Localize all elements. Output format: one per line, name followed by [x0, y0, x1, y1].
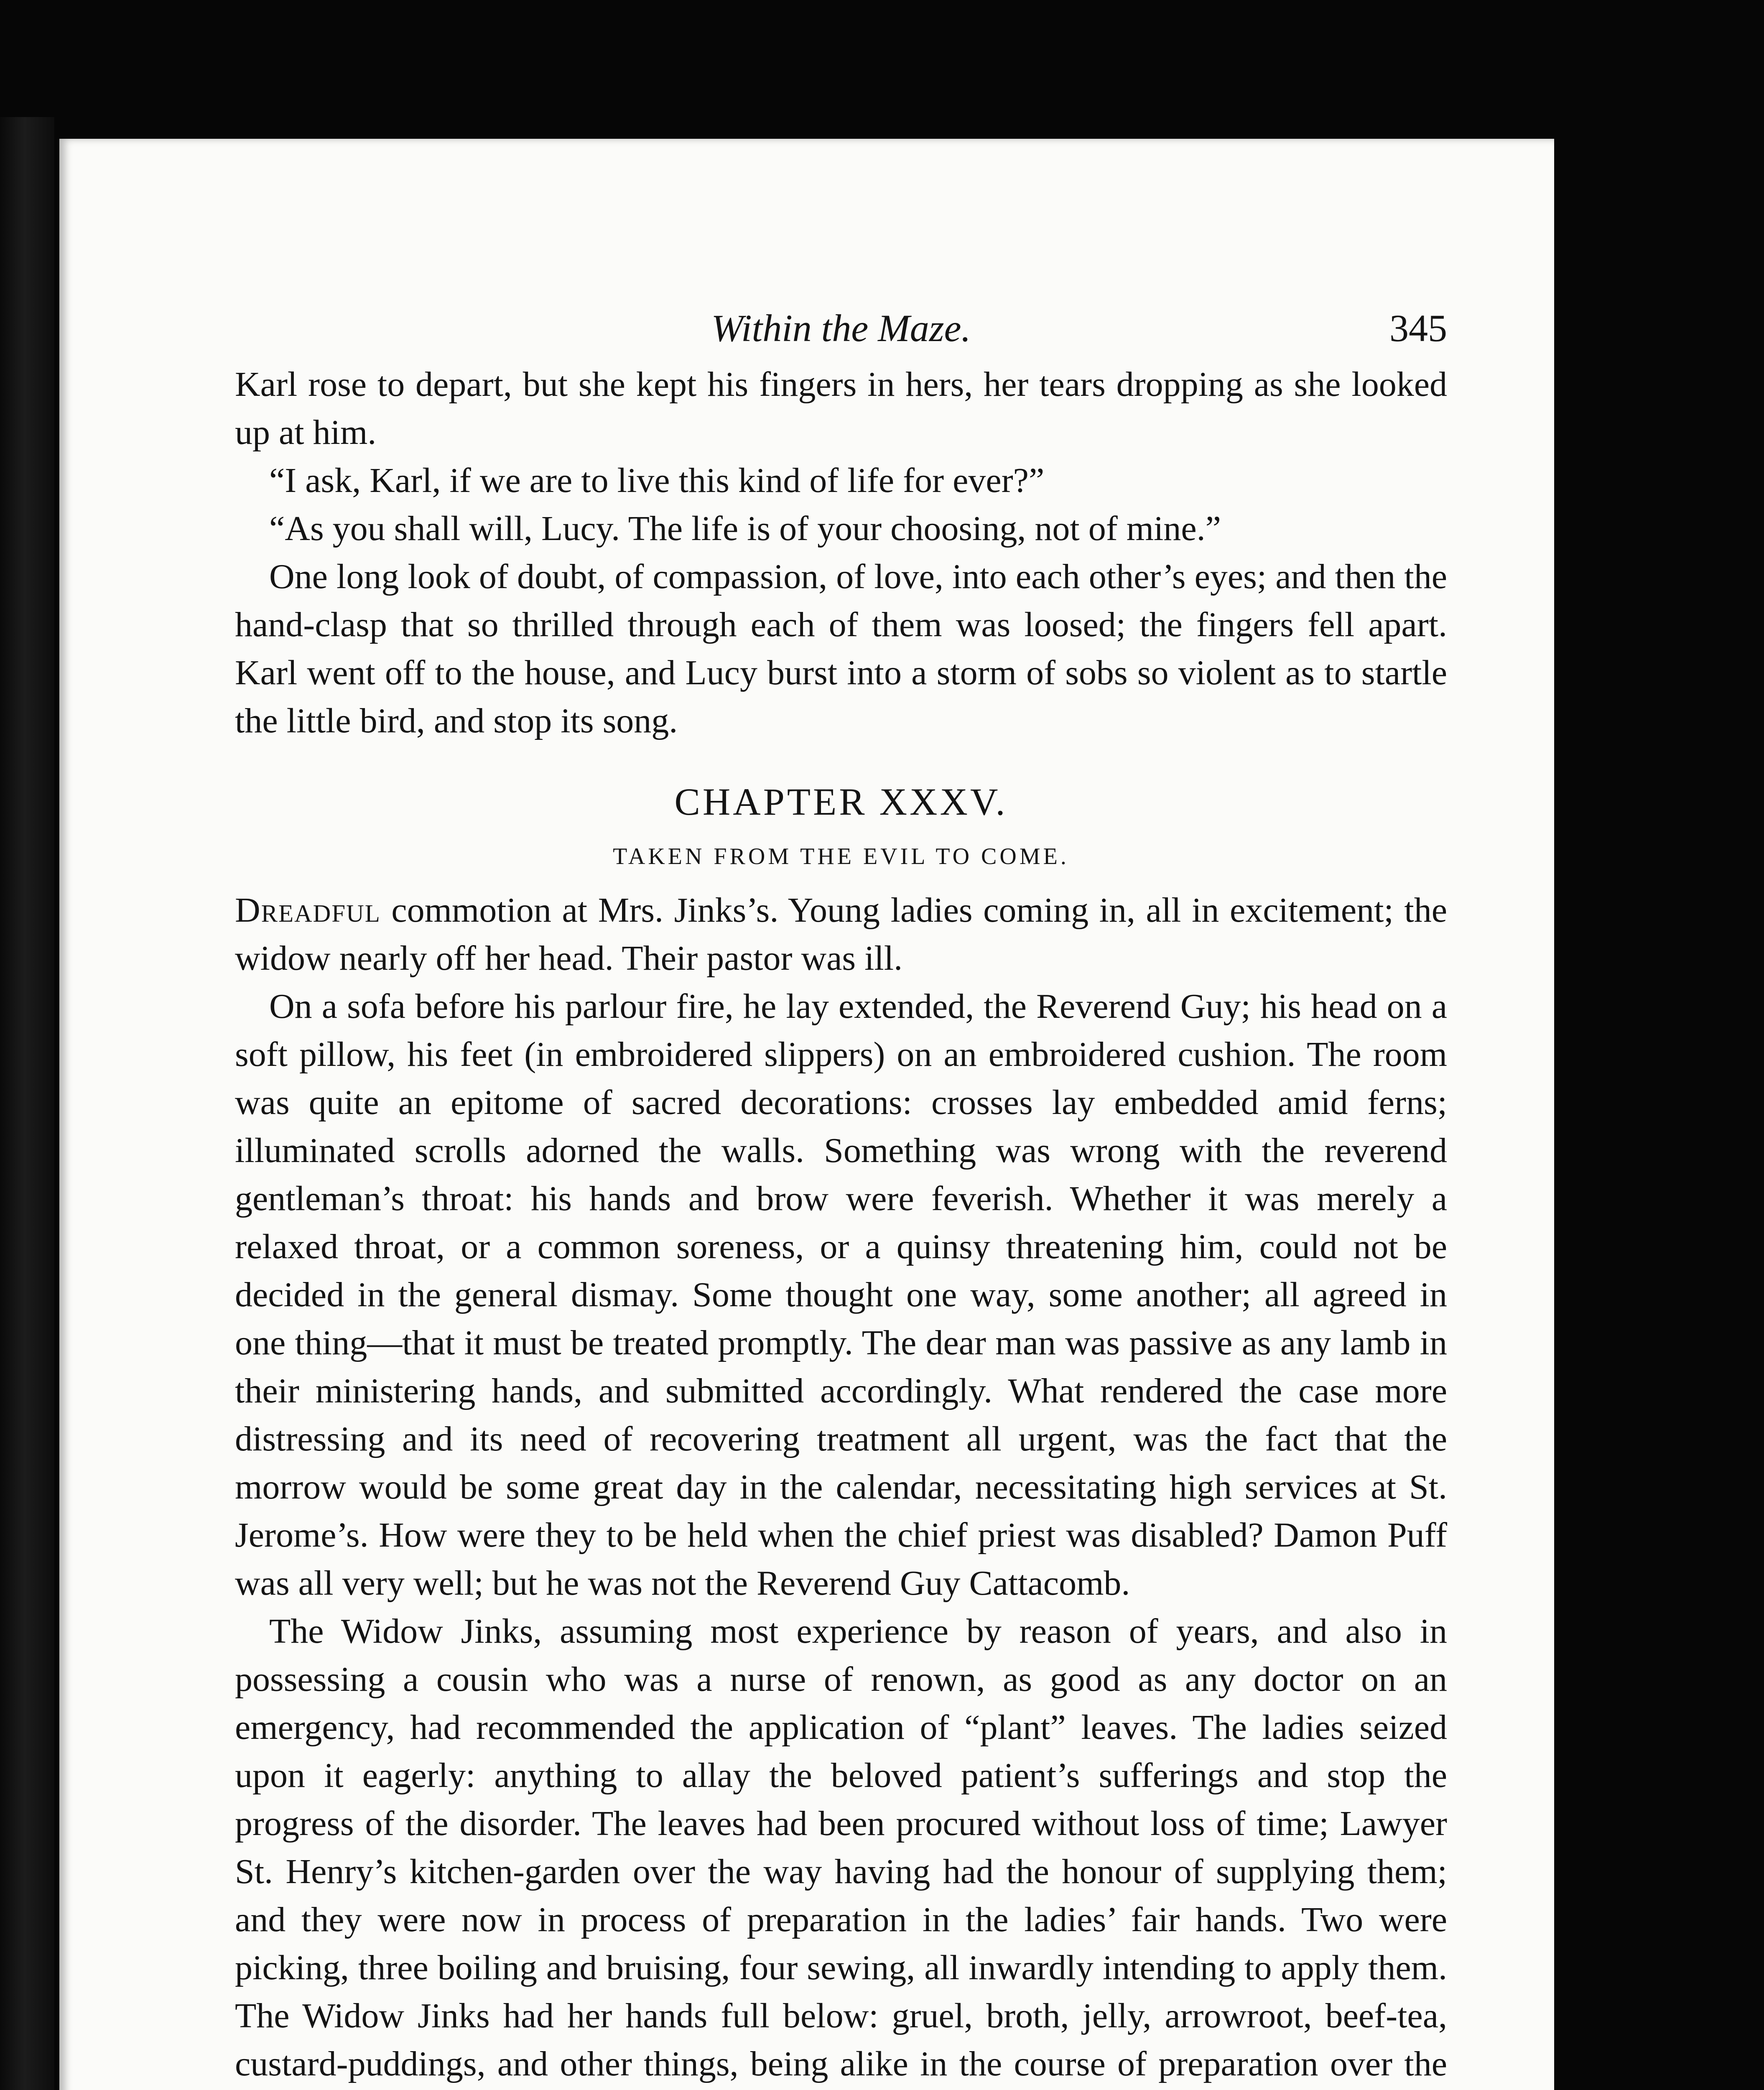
- paragraph: The Widow Jinks, assuming most experience by reason of years, and also in possessing a cousin who was a nurse of renown, as good as any doctor on an emergency, had recommended the application of “plant” leaves. The ladies seized upon it eagerly: anything to allay the beloved patient’s sufferings and stop the progress of the disorder. The leaves had been procured without loss of time; Lawyer St. Henry’s kitchen-garden over the way having had the honour of supplying them; and they were now in process of preparation in the ladies’ fair hands. Two were picking, three boiling and bruising, four sewing, all inwardly intending to apply them. The Widow Jinks had her hands full below: gruel, broth, jelly, arrowroot, beef-tea, custard-puddings, and other things, being alike in the course of preparation over the: [235, 1612, 1447, 2083]
- paragraph: On a sofa before his parlour fire, he lay extended, the Reverend Guy; his head on a soft pillow, his feet (in embroidered slippers) on an embroidered cushion. The room was quite an epitome of sacred decorations: crosses lay embedded amid ferns; illuminated scrolls adorned the walls. Something was wrong with the reverend gentleman’s throat: his hands and brow were feverish. Whether it was merely a relaxed throat, or a common soreness, or a quinsy threatening him, could not be decided in the general dismay. Some thought one way, some another; all agreed in one thing—that it must be treated promptly. The dear man was passive as any lamb in their ministering hands, and submitted accordingly. What rendered the case more distressing and its need of recovering treatment all urgent, was the fact that the morrow would be some great day in the calendar, necessitating high services at St. Jerome’s. How were they to be held when the chief priest was disabled? Damon Puff was all very well; but he was not the Reverend Guy Cattacomb.: [235, 987, 1447, 1603]
- running-head: [235, 306, 1447, 360]
- text-block: [235, 306, 1447, 2090]
- page-number: 345: [1389, 307, 1447, 349]
- chapter-title: CHAPTER XXXV.: [674, 780, 1008, 823]
- paragraph: [235, 886, 1447, 982]
- chapter-subtitle: TAKEN FROM THE EVIL TO COME.: [613, 844, 1069, 869]
- book-page: [59, 139, 1554, 2090]
- paragraph-text: commotion at Mrs. Jinks’s. Young ladies coming in, all in excitement; the widow nearly off her head. Their pastor was ill.: [235, 891, 1447, 978]
- paragraph: One long look of doubt, of compassion, of love, into each other’s eyes; and then the hand-clasp that so thrilled through each of them was loosed; the fingers fell apart. Karl went off to the house, and Lucy burst into a storm of sobs so violent as to startle the little bird, and stop its song.: [235, 557, 1447, 740]
- paragraph: Karl rose to depart, but she kept his fingers in hers, her tears dropping as she looked up at him.: [235, 365, 1447, 452]
- paragraph: “As you shall will, Lucy. The life is of your choosing, not of mine.”: [269, 509, 1221, 548]
- previous-page-edge: [0, 117, 54, 2090]
- drop-word: Dreadful: [235, 891, 381, 930]
- running-title: Within the Maze.: [711, 307, 971, 349]
- paragraph: “I ask, Karl, if we are to live this kind of life for ever?”: [269, 461, 1045, 500]
